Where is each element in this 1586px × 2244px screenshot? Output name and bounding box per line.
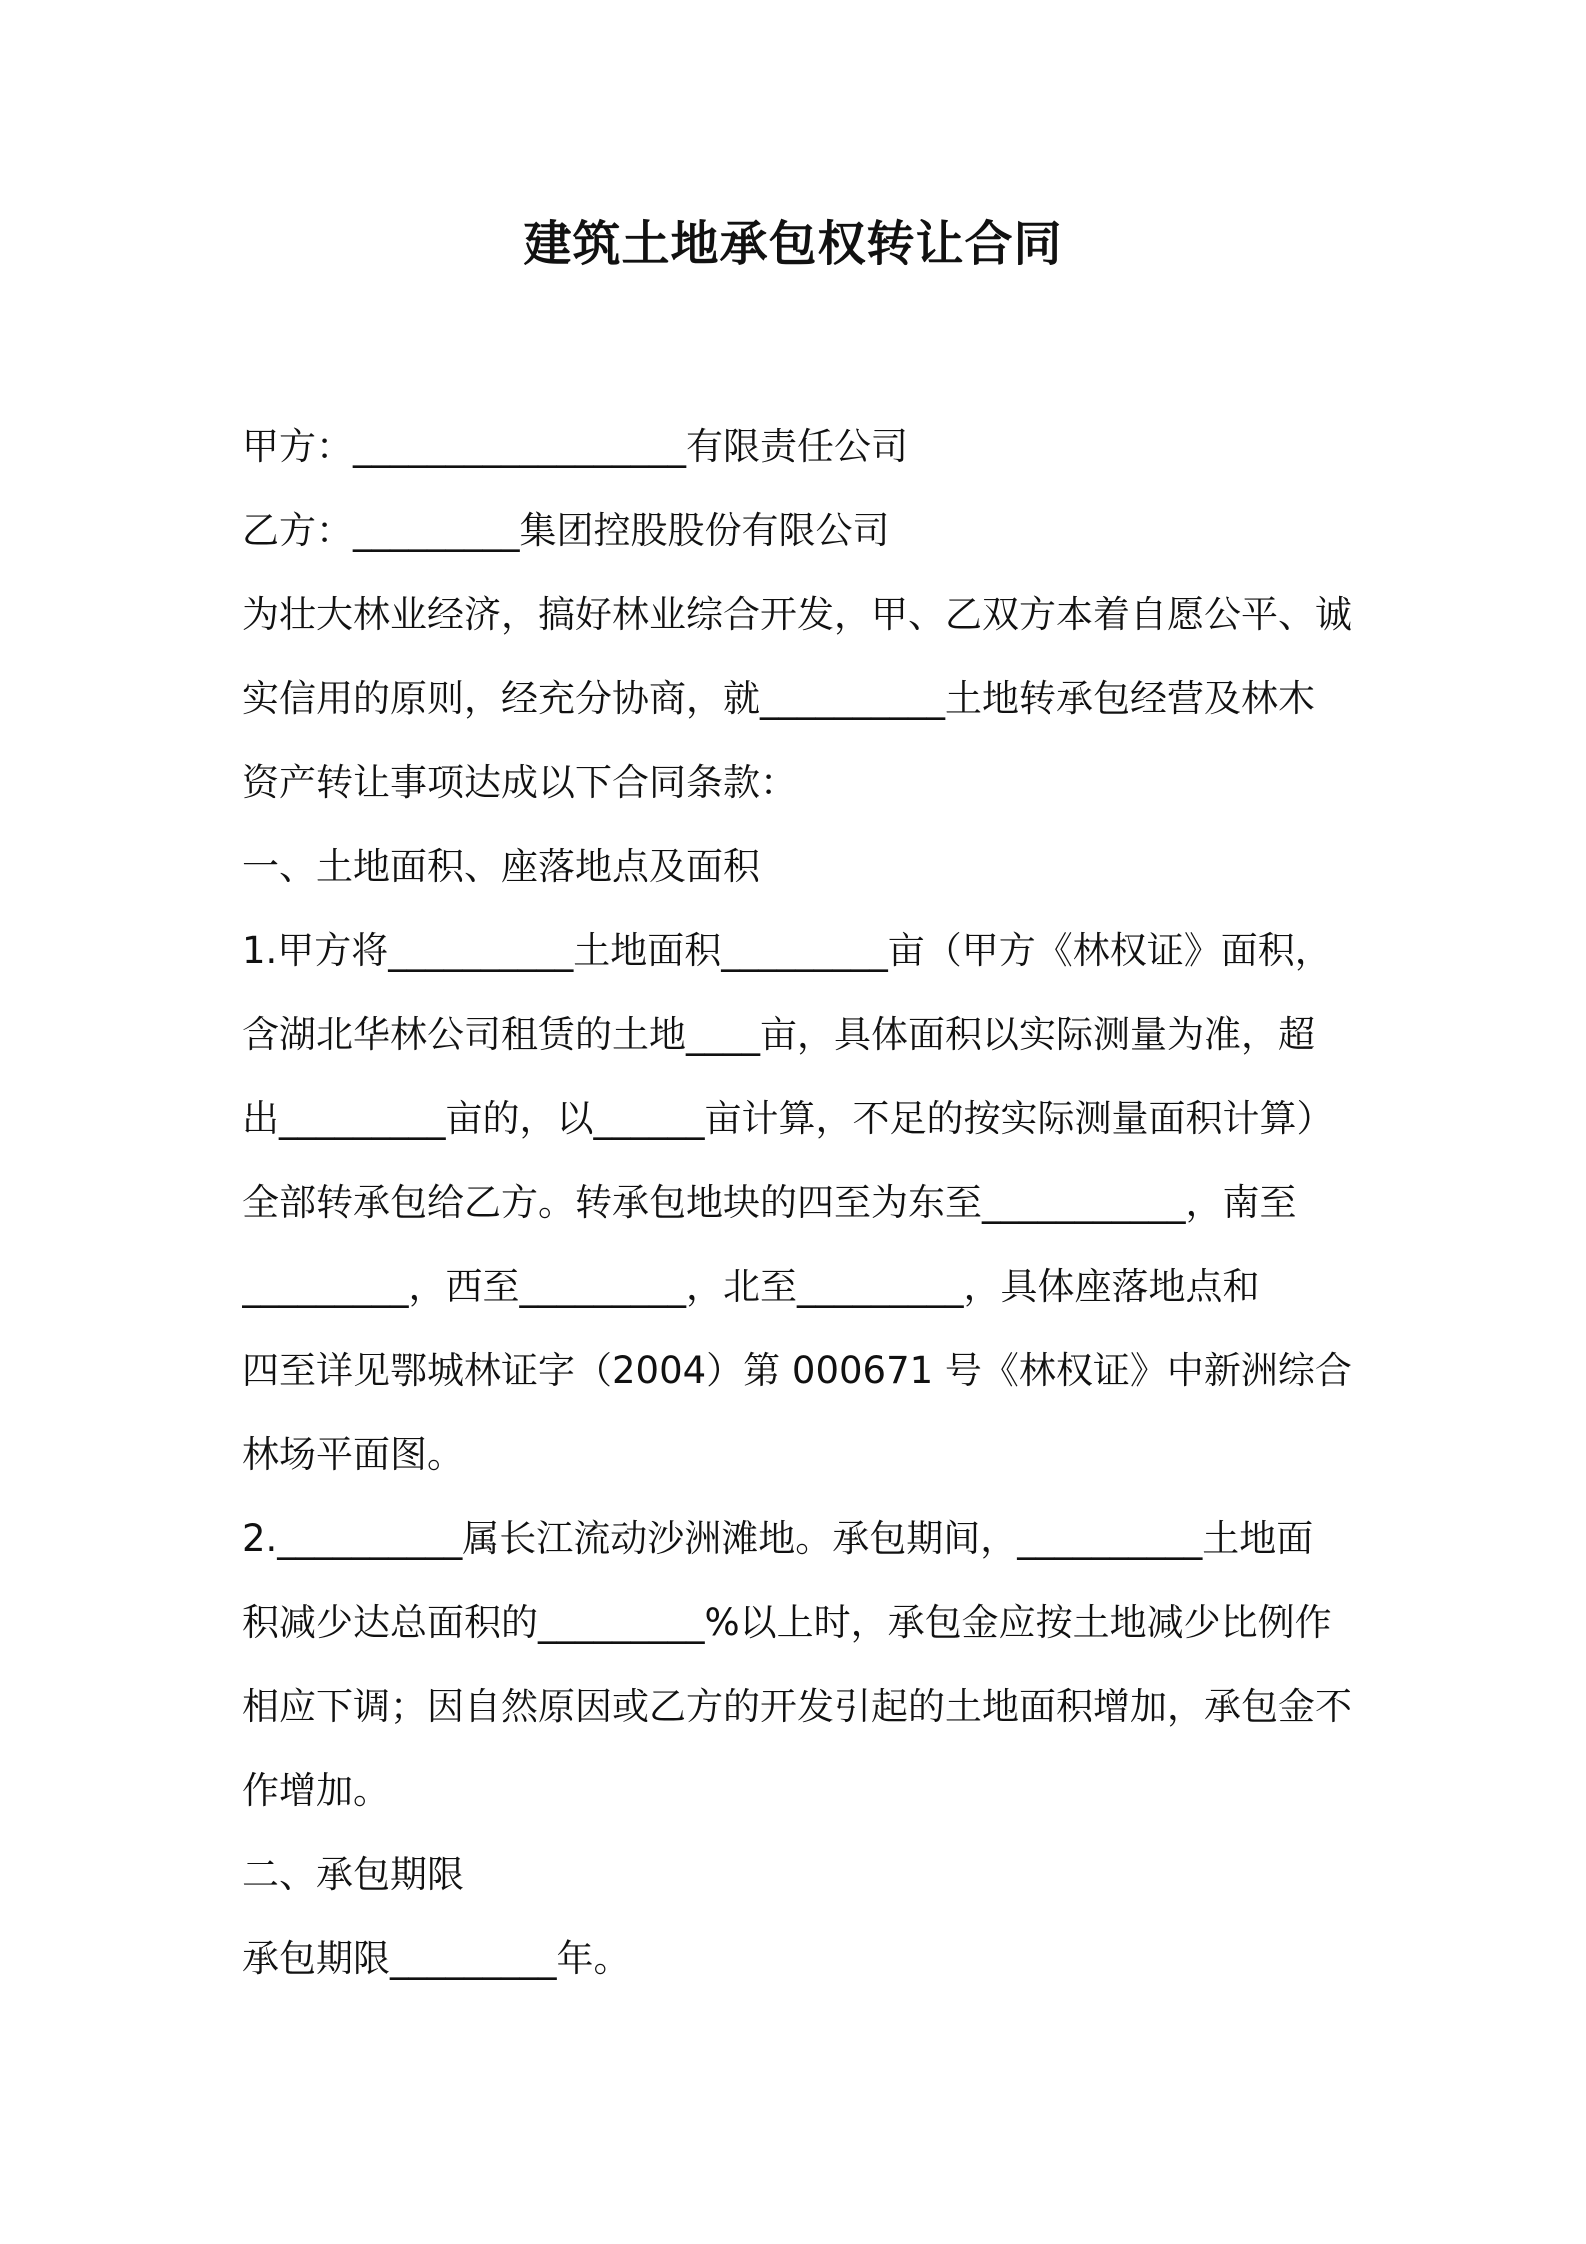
clause-1-line-6: 四至详见鄂城林证字（2004）第 000671 号《林权证》中新洲综合: [242, 1349, 1352, 1392]
clause-1-line-1: 1.甲方将__________土地面积_________亩（甲方《林权证》面积，: [242, 929, 1332, 972]
preamble-line-1: 为壮大林业经济，搞好林业综合开发，甲、乙双方本着自愿公平、诚: [242, 593, 1352, 636]
party-b-line: 乙方：_________集团控股股份有限公司: [242, 509, 890, 552]
preamble-line-2: 实信用的原则，经充分协商，就__________土地转承包经营及林木: [242, 677, 1315, 720]
party-a-line: 甲方：__________________有限责任公司: [242, 425, 908, 468]
document-title: 建筑土地承包权转让合同: [523, 216, 1063, 272]
clause-1-line-7: 林场平面图。: [242, 1433, 464, 1476]
document-body: [242, 405, 1362, 2001]
section-2-heading: 二、承包期限: [242, 1853, 464, 1896]
clause-1-line-2: 含湖北华林公司租赁的土地____亩，具体面积以实际测量为准，超: [242, 1013, 1315, 1056]
preamble-line-3: 资产转让事项达成以下合同条款：: [242, 761, 797, 804]
clause-2-line-3: 相应下调；因自然原因或乙方的开发引起的土地面积增加，承包金不: [242, 1685, 1352, 1728]
clause-2-line-4: 作增加。: [242, 1769, 390, 1812]
section-1-heading: 一、土地面积、座落地点及面积: [242, 845, 760, 888]
clause-2-line-1: 2.__________属长江流动沙洲滩地。承包期间，__________土地面: [242, 1517, 1314, 1560]
clause-1-line-3: 出_________亩的，以______亩计算，不足的按实际测量面积计算）: [242, 1097, 1334, 1140]
clause-1-line-5: _________，西至_________，北至_________，具体座落地点和: [242, 1265, 1260, 1308]
clause-1-line-4: 全部转承包给乙方。转承包地块的四至为东至___________，南至: [242, 1181, 1297, 1224]
clause-2-line-2: 积减少达总面积的_________%以上时，承包金应按土地减少比例作: [242, 1601, 1332, 1644]
term-line: 承包期限_________年。: [242, 1937, 631, 1980]
